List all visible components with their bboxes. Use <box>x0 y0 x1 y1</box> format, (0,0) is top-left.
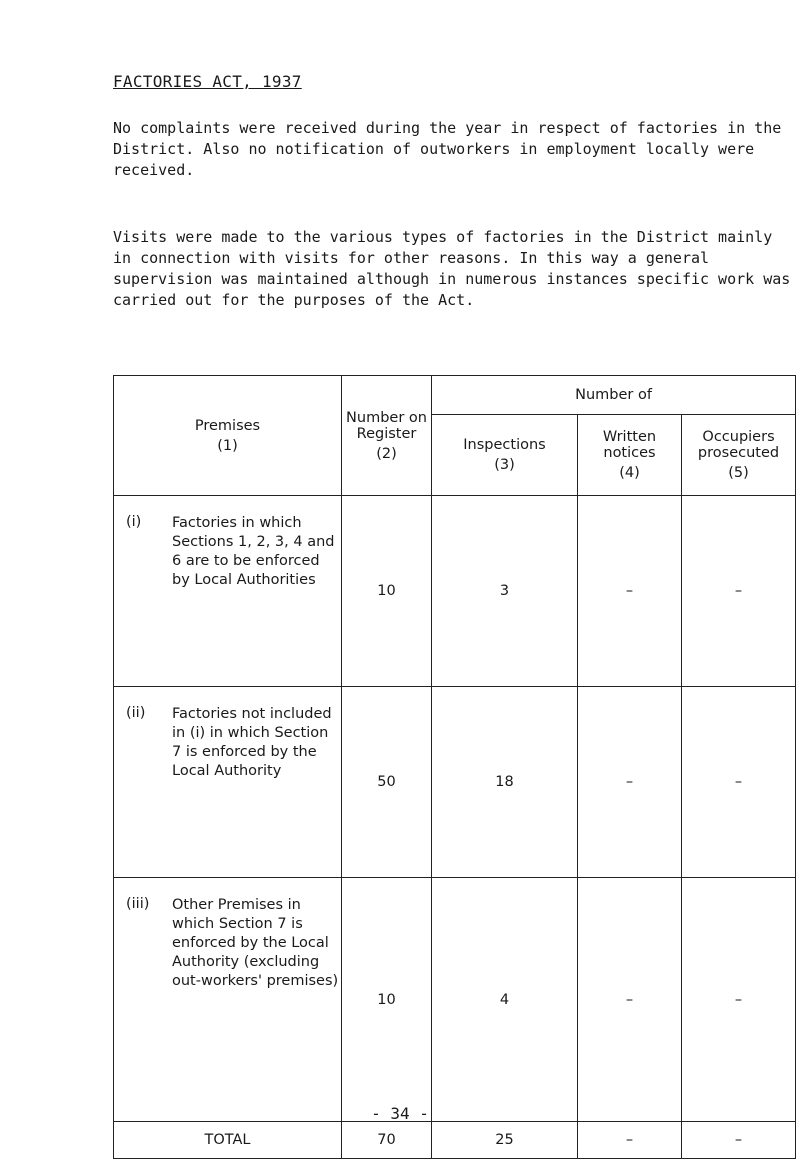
premises-text: Factories not included in (i) in which Section 7 is enforced by the Local Authority <box>172 706 332 779</box>
inspections-cell: 4 <box>432 878 578 1122</box>
premises-num: (iii) <box>126 896 150 912</box>
header-prosecuted-label: Occupiers prosecuted <box>697 429 780 461</box>
page-heading: FACTORIES ACT, 1937 <box>113 72 302 91</box>
header-inspections-label: Inspections <box>463 437 546 453</box>
total-row <box>114 1122 796 1159</box>
factories-table <box>113 375 796 1159</box>
header-premises-label: Premises <box>194 417 261 434</box>
total-register: 70 <box>342 1122 432 1159</box>
premises-num: (i) <box>126 514 142 530</box>
header-premises <box>114 376 342 496</box>
premises-num: (ii) <box>126 705 146 721</box>
total-prosecuted: – <box>682 1122 796 1159</box>
table-row <box>114 878 796 1122</box>
prosecuted-cell: – <box>682 496 796 687</box>
page-number: - 34 - <box>371 1104 429 1123</box>
total-inspections: 25 <box>432 1122 578 1159</box>
total-notices: – <box>578 1122 682 1159</box>
register-cell: 10 <box>342 878 432 1122</box>
header-register <box>342 376 432 496</box>
paragraph-visits: Visits were made to the various types of factories in the District mainly in connection with visits for other reasons. In this way a general supervision was maintained although in numerous instances specific work was carried out for the purposes of the Act. <box>113 228 791 309</box>
premises-text: Other Premises in which Section 7 is enforced by the Local Authority (excluding out-workers' premises) <box>172 897 339 989</box>
notices-cell: – <box>578 687 682 878</box>
header-number-of: Number of <box>432 376 796 415</box>
header-register-num: (2) <box>376 445 397 462</box>
notices-cell: – <box>578 878 682 1122</box>
premises-cell <box>114 687 342 878</box>
header-inspections <box>432 415 578 496</box>
premises-cell <box>114 496 342 687</box>
premises-cell <box>114 878 342 1122</box>
header-row-top <box>114 376 796 415</box>
inspections-cell: 3 <box>432 496 578 687</box>
table-row <box>114 687 796 878</box>
header-prosecuted-num: (5) <box>728 465 749 481</box>
premises-text: Factories in which Sections 1, 2, 3, 4 and 6 are to be enforced by Local Authorities <box>172 515 335 588</box>
paragraph-complaints: No complaints were received during the year in respect of factories in the District. Also no notification of outworkers in employment locally were received. <box>113 119 782 179</box>
register-cell: 10 <box>342 496 432 687</box>
header-notices <box>578 415 682 496</box>
inspections-cell: 18 <box>432 687 578 878</box>
prosecuted-cell: – <box>682 687 796 878</box>
table-row <box>114 496 796 687</box>
header-prosecuted <box>682 415 796 496</box>
header-premises-num: (1) <box>217 437 238 454</box>
total-label: TOTAL <box>114 1122 342 1159</box>
notices-cell: – <box>578 496 682 687</box>
header-notices-label: Written notices <box>602 429 657 461</box>
header-inspections-num: (3) <box>494 457 515 473</box>
header-register-label: Number on Register <box>346 409 427 442</box>
header-notices-num: (4) <box>619 465 640 481</box>
prosecuted-cell: – <box>682 878 796 1122</box>
register-cell: 50 <box>342 687 432 878</box>
